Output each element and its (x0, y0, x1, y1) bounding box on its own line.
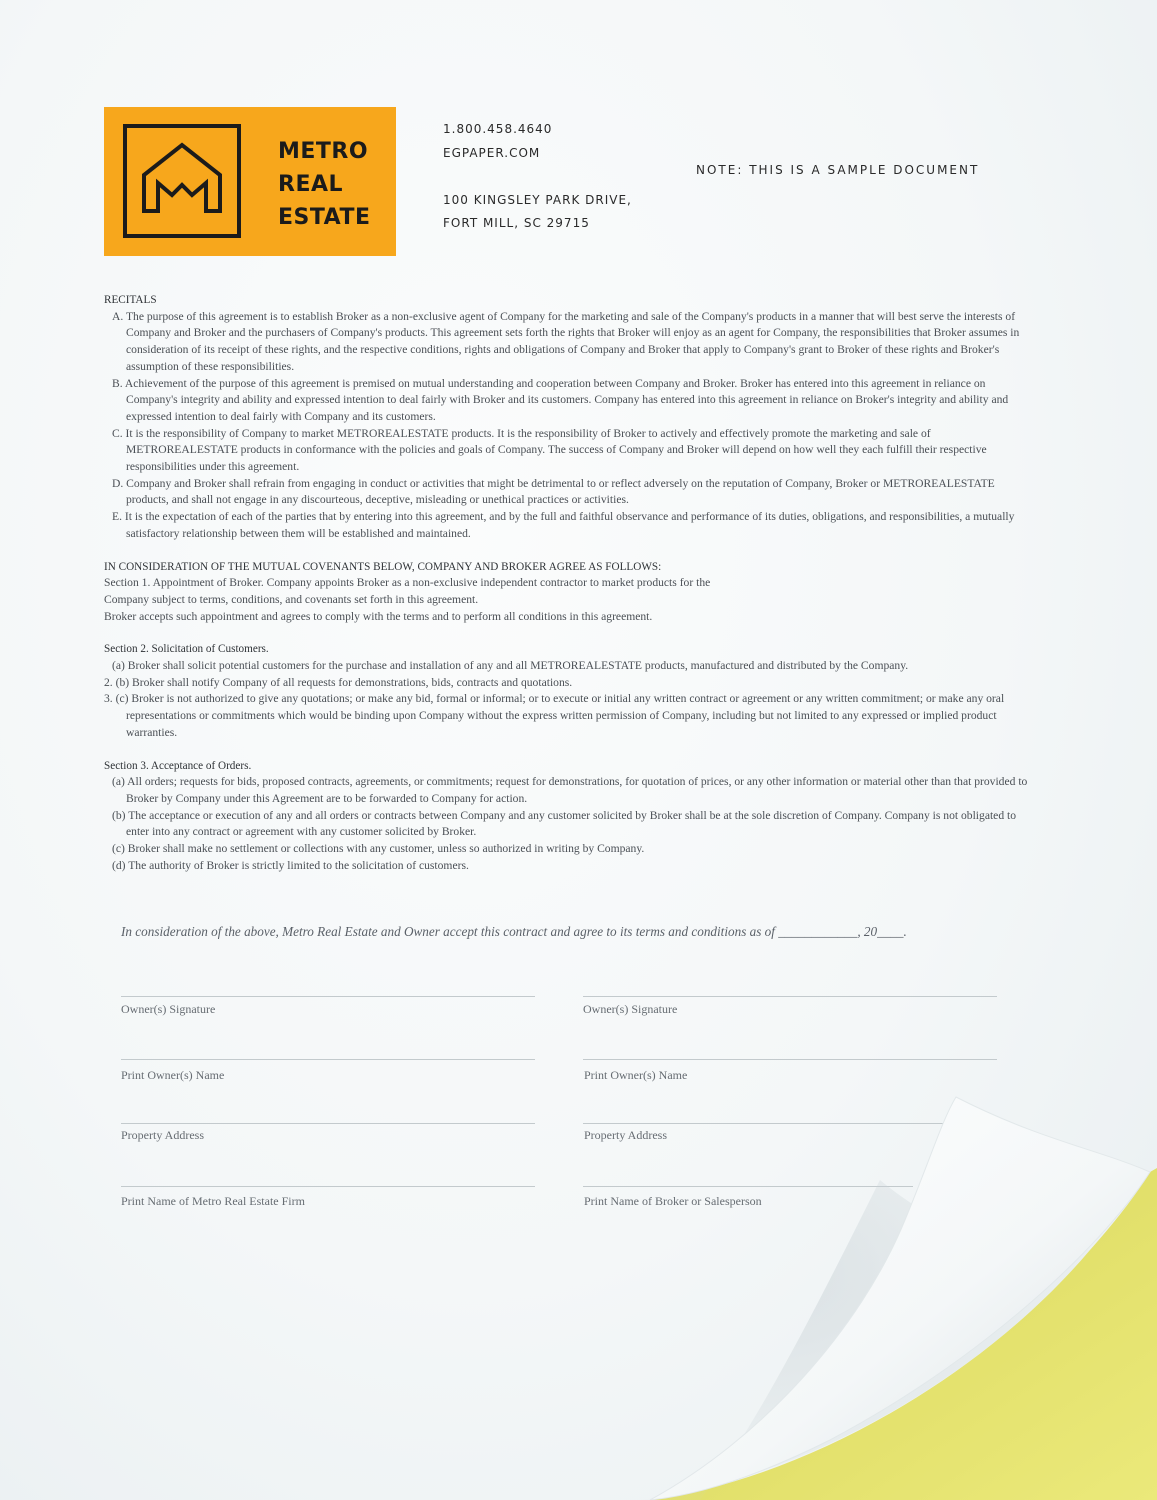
owner-name-label-right: Print Owner(s) Name (584, 1068, 688, 1082)
sample-note: NOTE: THIS IS A SAMPLE DOCUMENT (696, 163, 980, 177)
closing-statement: In consideration of the above, Metro Real Estate and Owner accept this contract and agree to its terms and conditions as of ____________, 20____. (121, 924, 907, 939)
section-2-item-a: (a) Broker shall solicit potential customers for the purchase and installation of any and all METROREALESTATE products, manufactured and distributed by the Company. (112, 659, 909, 673)
owner-signature-label-left: Owner(s) Signature (121, 1002, 216, 1016)
recital-c: C. It is the responsibility of Company to market METROREALESTATE products. It is the responsibility of Broker to actively and effectively promote the marketing and sale of METROREALESTATE products in conformance with the policies and goals of Company. The success of Company and Broker will depend on how well they each fulfill their respective responsibilities under this agreement. (112, 426, 987, 474)
section-3-item-d: (d) The authority of Broker is strictly limited to the solicitation of customers. (112, 858, 469, 872)
section-2-heading: Section 2. Solicitation of Customers. (104, 643, 269, 656)
recital-d: D. Company and Broker shall refrain from engaging in conduct or activities that might be detrimental to or reflect adversely on the reputation of Company, Broker or METROREALESTATE products, and shall not engage in any discourteous, deceptive, misleading or unethical practices or activities. (112, 476, 995, 507)
property-address-label-left: Property Address (121, 1128, 204, 1142)
logo-line-2: REAL (278, 172, 344, 197)
section-2-item-c: 3. (c) Broker is not authorized to give any quotations; or make any bid, formal or informal; or to execute or initial any written contract or agreement or any written commitment; or make any oral representations or commitments which would be binding upon Company without the express written permission of Company, including but not limited to any expressed or implied product warranties. (104, 692, 1005, 739)
section-1-line-1: Section 1. Appointment of Broker. Company appoints Broker as a non-exclusive independent contractor to market products for the (104, 576, 711, 590)
owner-signature-label-right: Owner(s) Signature (583, 1002, 678, 1016)
section-3-heading: Section 3. Acceptance of Orders. (104, 759, 252, 772)
recitals-heading: RECITALS (104, 294, 157, 306)
address-line-2: FORT MILL, SC 29715 (443, 216, 590, 230)
recital-a: A. The purpose of this agreement is to establish Broker as a non-exclusive agent of Company for the marketing and sale of the Company's products in a manner that will best serve the interests of Company and Broker and the purchasers of Company's products. This agreement sets forth the rights that Broker will enjoy as an agent for Company, the responsibilities that Broker assumes in consideration of its receipt of these rights, and the respective conditions, rights and obligations of Company and Broker that apply to Company's grant to Broker of these rights and Broker's assumption of these responsibilities. (112, 309, 1020, 373)
owner-name-label-left: Print Owner(s) Name (121, 1068, 225, 1082)
firm-name-label: Print Name of Metro Real Estate Firm (121, 1194, 305, 1208)
broker-name-label: Print Name of Broker or Salesperson (584, 1194, 762, 1208)
consideration-heading: IN CONSIDERATION OF THE MUTUAL COVENANTS BELOW, COMPANY AND BROKER AGREE AS FOLLOWS: (104, 560, 662, 573)
phone-number: 1.800.458.4640 (443, 122, 553, 136)
address-line-1: 100 KINGSLEY PARK DRIVE, (443, 193, 632, 207)
section-1-line-2: Company subject to terms, conditions, and covenants set forth in this agreement. (104, 592, 479, 606)
section-1-line-3: Broker accepts such appointment and agrees to comply with the terms and to perform all conditions in this agreement. (104, 609, 653, 623)
property-address-label-right: Property Address (584, 1128, 667, 1142)
section-3-item-a: (a) All orders; requests for bids, proposed contracts, agreements, or commitments; request for demonstrations, for quotation of prices, or any other information or material other than that provided to Broker by Company under this Agreement are to be forwarded to Company for action. (112, 775, 1028, 805)
recital-e: E. It is the expectation of each of the parties that by entering into this agreement, and by the full and faithful observance and performance of its duties, obligations, and responsibilities, a mutually satisfactory relationship between them will be established and maintained. (112, 510, 1015, 540)
website: EGPAPER.COM (443, 146, 541, 160)
section-2-item-b: 2. (b) Broker shall notify Company of all requests for demonstrations, bids, contracts and quotations. (104, 675, 573, 689)
section-3-item-b: (b) The acceptance or execution of any and all orders or contracts between Company and any customer solicited by Broker shall be at the sole discretion of Company. Company is not obligated to enter into any contract or agreement with any customer solicited by Broker. (112, 808, 1017, 839)
recital-b: B. Achievement of the purpose of this agreement is premised on mutual understanding and cooperation between Company and Broker. Broker has entered into this agreement in reliance on Company's integrity and ability and expressed intention to deal fairly with Broker and its customers. Company has entered into this agreement in reliance on Broker's integrity and ability and expressed intention to deal fairly with Company and its customers. (112, 376, 1009, 423)
section-3-item-c: (c) Broker shall make no settlement or collections with any customer, unless so authorized in writing by Company. (112, 842, 645, 856)
logo-line-1: METRO (278, 139, 369, 164)
logo-line-3: ESTATE (278, 205, 371, 230)
